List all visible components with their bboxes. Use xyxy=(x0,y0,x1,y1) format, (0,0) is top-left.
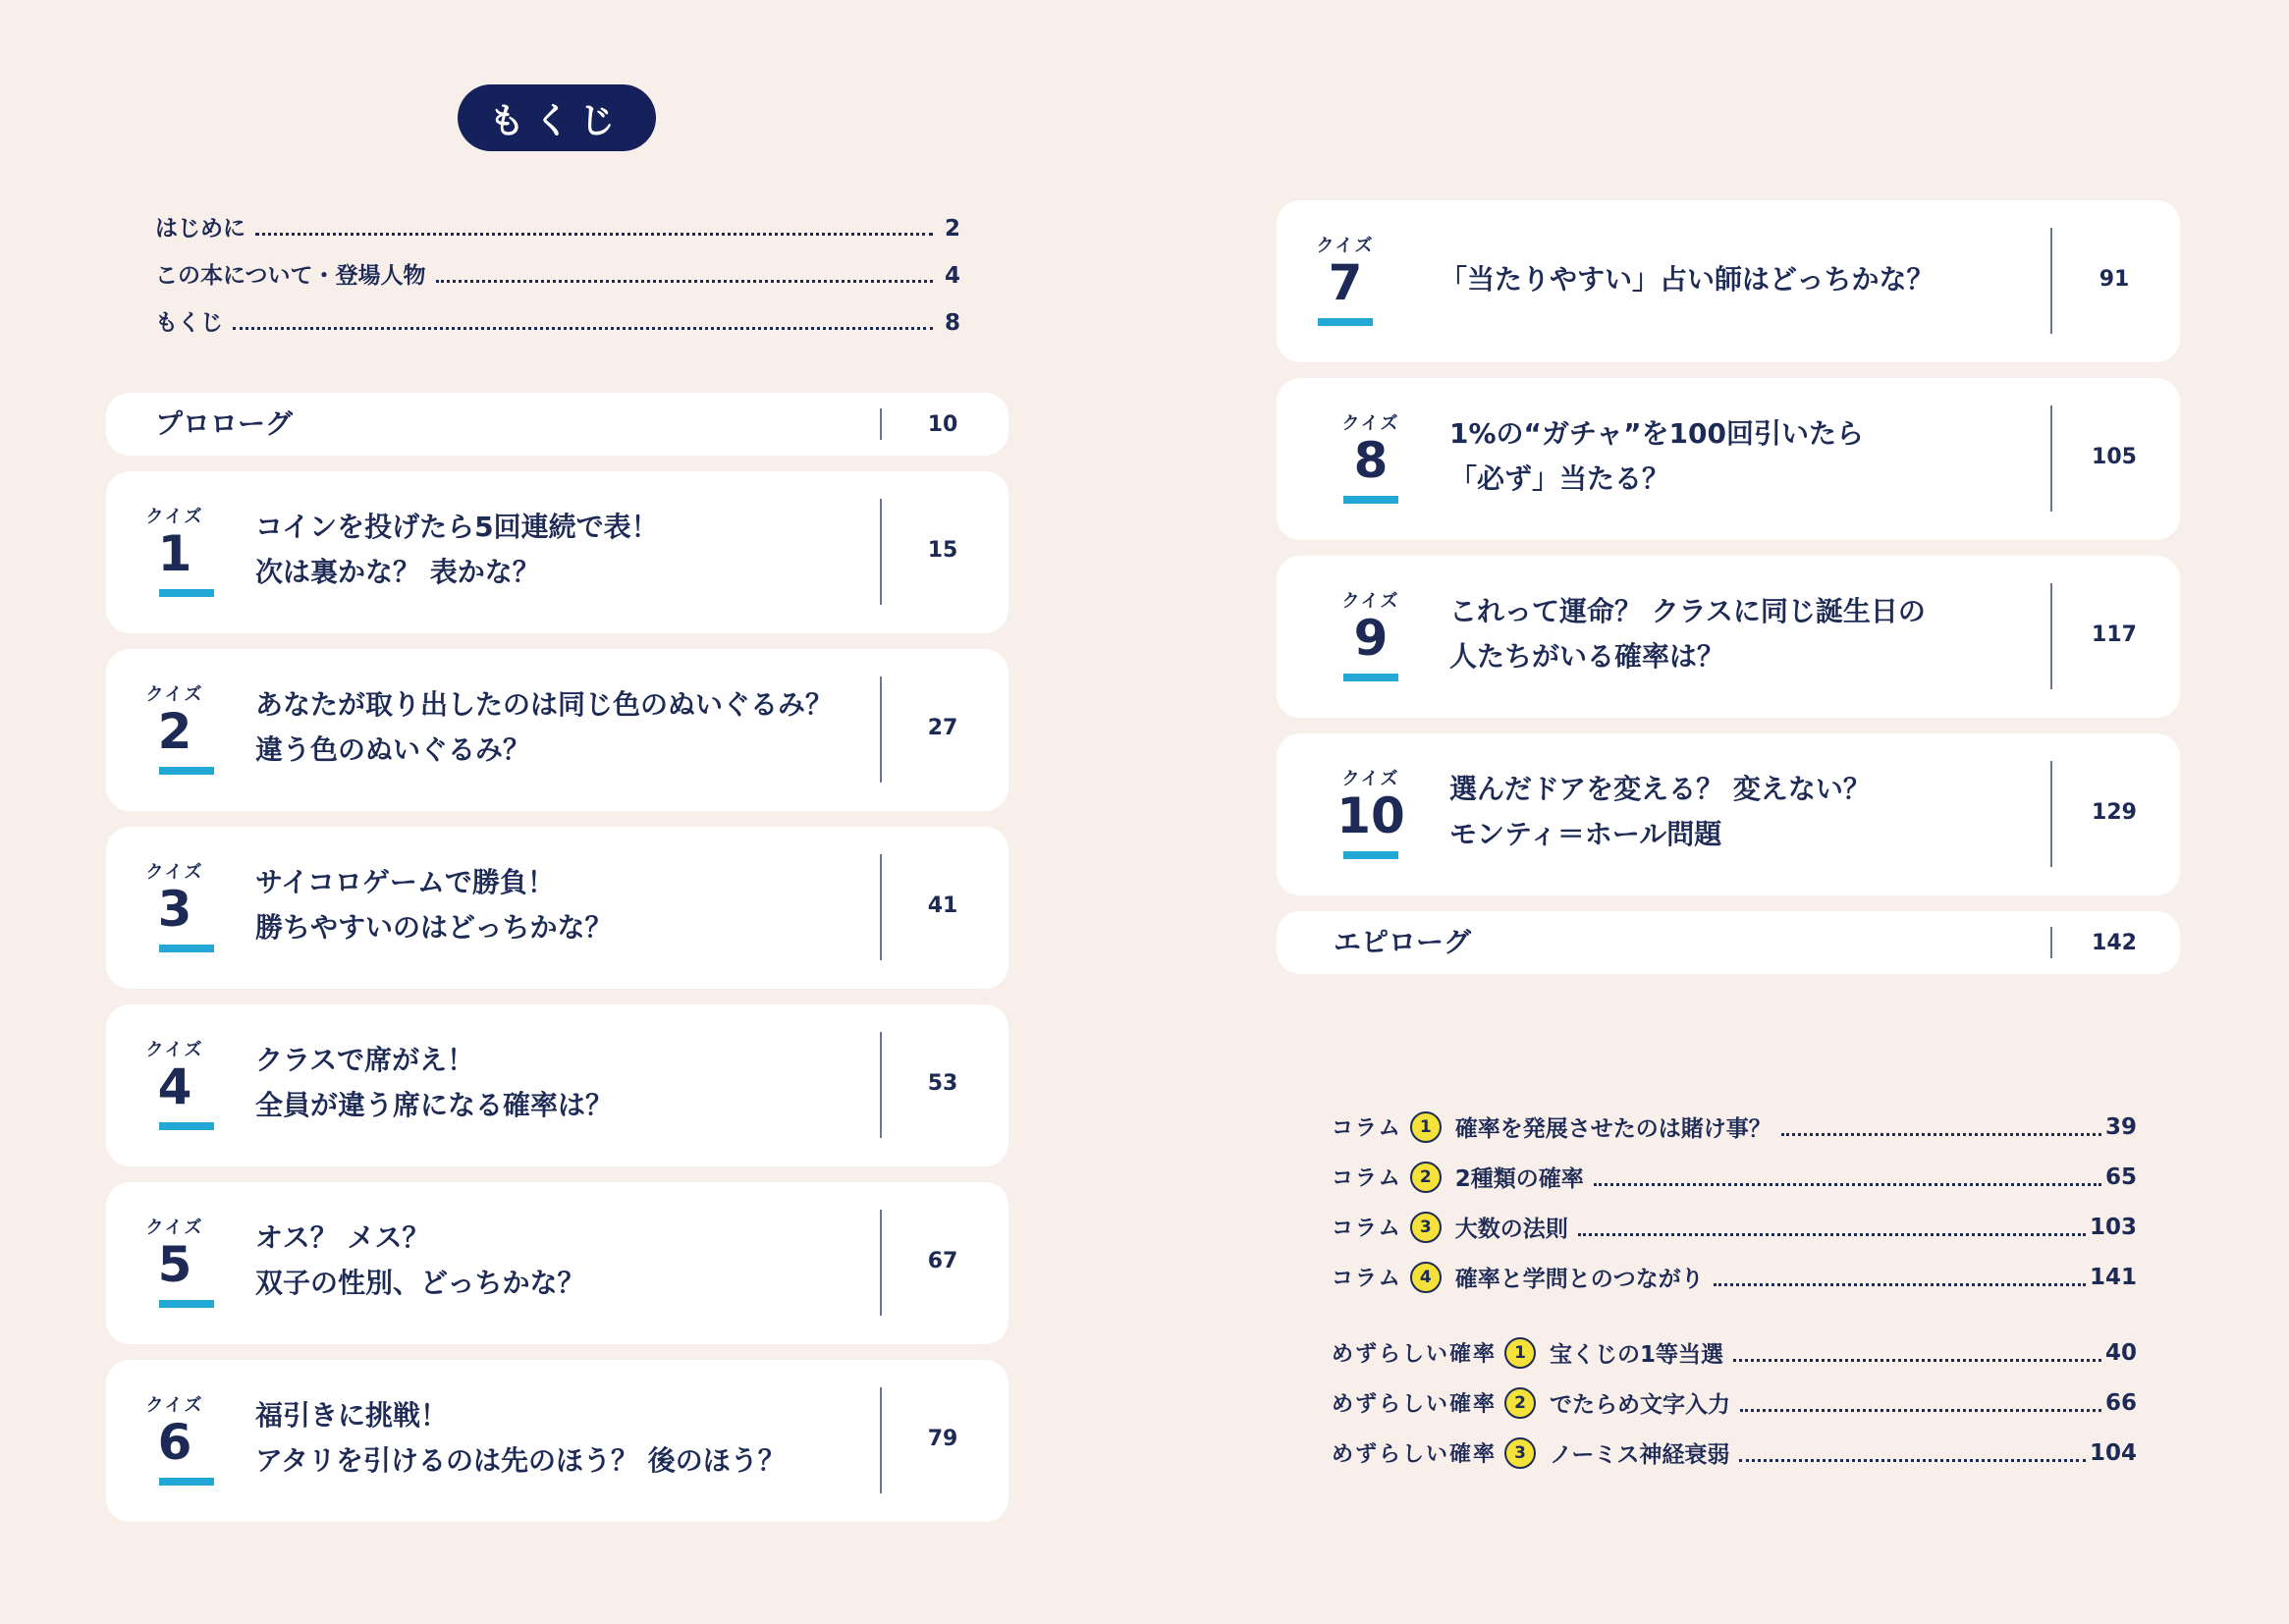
page-title: もくじ xyxy=(458,84,656,151)
quiz-question-line1: あなたが取り出したのは同じ色のぬいぐるみ？ xyxy=(255,688,834,721)
column-kind: コラム xyxy=(1332,1116,1402,1141)
quiz-page: 67 xyxy=(927,1249,958,1273)
column-entry-3[interactable] xyxy=(1332,1202,2137,1252)
quiz-underline xyxy=(1343,496,1398,504)
dot-leader xyxy=(436,280,933,283)
column-title: 確率を発展させたのは賭け事？ xyxy=(1454,1116,1771,1142)
column-title: 大数の法則 xyxy=(1454,1217,1568,1242)
column-page: 65 xyxy=(2104,1164,2137,1190)
rare-page: 66 xyxy=(2104,1389,2137,1416)
quiz-question-line2: 全員が違う席になる確率は？ xyxy=(255,1089,614,1121)
toc-entry-page: 4 xyxy=(944,263,960,289)
epilogue-page: 142 xyxy=(2092,931,2137,955)
quiz-card-10[interactable] xyxy=(1277,733,2180,895)
quiz-question-line1: コインを投げたら5回連続で表！ xyxy=(255,511,659,543)
divider xyxy=(880,1032,882,1138)
quiz-tag: クイズ xyxy=(1341,591,1400,612)
column-page: 39 xyxy=(2104,1113,2137,1140)
quiz-underline xyxy=(159,1122,214,1130)
quiz-tag: クイズ xyxy=(145,507,204,527)
rare-title: ノーミス神経衰弱 xyxy=(1550,1442,1730,1468)
rare-entry-2[interactable] xyxy=(1332,1378,2137,1428)
quiz-number: 1 xyxy=(157,525,192,582)
toc-entry-about[interactable] xyxy=(155,242,960,289)
quiz-question-line1: クラスで席がえ！ xyxy=(255,1044,475,1076)
quiz-page: 105 xyxy=(2092,445,2137,469)
quiz-question-line2: 違う色のぬいぐるみ？ xyxy=(255,733,531,766)
toc-entry-label: もくじ xyxy=(155,310,223,336)
quiz-card-6[interactable] xyxy=(106,1360,1008,1522)
toc-entry-page: 2 xyxy=(944,216,960,242)
quiz-question-line1: オス？ メス？ xyxy=(255,1221,430,1254)
divider xyxy=(2050,761,2052,867)
quiz-card-2[interactable] xyxy=(106,649,1008,811)
dot-leader xyxy=(255,233,933,236)
quiz-card-1[interactable] xyxy=(106,471,1008,633)
quiz-tag: クイズ xyxy=(145,1395,204,1416)
quiz-question-line1: サイコロゲームで勝負！ xyxy=(255,866,555,898)
divider xyxy=(880,677,882,783)
prologue-label: プロローグ xyxy=(155,407,294,440)
column-kind: コラム xyxy=(1332,1166,1402,1191)
rare-page: 40 xyxy=(2104,1339,2137,1366)
quiz-tag: クイズ xyxy=(1341,413,1400,434)
quiz-number: 7 xyxy=(1328,254,1363,311)
toc-entry-intro[interactable] xyxy=(155,194,960,242)
divider xyxy=(880,499,882,605)
toc-entry-page: 8 xyxy=(944,310,960,336)
quiz-question-line1: 福引きに挑戦！ xyxy=(255,1399,449,1432)
number-badge: 1 xyxy=(1504,1337,1536,1369)
quiz-underline xyxy=(159,1300,214,1308)
rare-kind: めずらしい確率 xyxy=(1332,1392,1498,1417)
quiz-underline xyxy=(159,1478,214,1486)
quiz-underline xyxy=(1343,674,1398,681)
quiz-underline xyxy=(159,589,214,597)
column-page: 103 xyxy=(2089,1214,2137,1240)
quiz-number: 4 xyxy=(157,1058,192,1115)
quiz-page: 53 xyxy=(927,1071,958,1096)
front-matter-list xyxy=(155,194,960,336)
quiz-page: 79 xyxy=(927,1427,958,1451)
quiz-tag: クイズ xyxy=(145,862,204,883)
column-kind: コラム xyxy=(1332,1267,1402,1291)
quiz-question-line2: モンティ＝ホール問題 xyxy=(1449,818,1722,850)
quiz-question-line2: 人たちがいる確率は？ xyxy=(1449,640,1725,673)
dot-leader xyxy=(233,327,933,330)
quiz-question-line1: 選んだドアを変える？ 変えない？ xyxy=(1449,773,1871,805)
rare-title: でたらめ文字入力 xyxy=(1550,1392,1731,1418)
quiz-underline xyxy=(1318,318,1373,326)
quiz-page: 15 xyxy=(927,538,958,563)
rare-entry-3[interactable] xyxy=(1332,1428,2137,1478)
divider xyxy=(880,1387,882,1493)
divider xyxy=(880,854,882,960)
dot-leader xyxy=(1740,1409,2101,1412)
quiz-question-line2: アタリを引けるのは先のほう？ 後のほう？ xyxy=(255,1444,786,1477)
quiz-underline xyxy=(159,945,214,952)
rare-title: 宝くじの1等当選 xyxy=(1550,1342,1724,1368)
column-list xyxy=(1332,1102,2137,1302)
dot-leader xyxy=(1739,1459,2086,1462)
quiz-card-9[interactable] xyxy=(1277,556,2180,718)
dot-leader xyxy=(1594,1183,2101,1186)
quiz-card-5[interactable] xyxy=(106,1182,1008,1344)
column-kind: コラム xyxy=(1332,1217,1402,1241)
column-entry-1[interactable] xyxy=(1332,1102,2137,1152)
rare-page: 104 xyxy=(2089,1439,2137,1466)
quiz-underline xyxy=(159,767,214,775)
quiz-number: 6 xyxy=(157,1414,192,1471)
divider xyxy=(2050,927,2052,958)
quiz-page: 91 xyxy=(2098,267,2130,292)
quiz-tag: クイズ xyxy=(1341,769,1400,789)
quiz-tag: クイズ xyxy=(145,1218,204,1238)
divider xyxy=(880,1210,882,1316)
quiz-underline xyxy=(1343,851,1398,859)
epilogue-entry[interactable] xyxy=(1277,911,2180,974)
quiz-card-7[interactable] xyxy=(1277,200,2180,362)
quiz-number: 2 xyxy=(157,703,192,760)
toc-entry-contents[interactable] xyxy=(155,289,960,336)
divider xyxy=(2050,228,2052,334)
column-title: 2種類の確率 xyxy=(1454,1166,1584,1192)
quiz-number: 5 xyxy=(157,1236,192,1293)
quiz-question-line1: 「当たりやすい」占い師はどっちかな？ xyxy=(1440,263,1935,296)
number-badge: 1 xyxy=(1410,1111,1442,1143)
quiz-question-line2: 双子の性別、どっちかな？ xyxy=(255,1267,585,1299)
quiz-tag: クイズ xyxy=(1316,236,1375,256)
number-badge: 3 xyxy=(1504,1437,1536,1469)
quiz-question-line2: 勝ちやすいのはどっちかな？ xyxy=(255,911,613,944)
quiz-question-line1: 1%の“ガチャ”を100回引いたら xyxy=(1449,417,1864,450)
quiz-tag: クイズ xyxy=(145,1040,204,1060)
rare-probability-list xyxy=(1332,1327,2137,1478)
prologue-entry[interactable] xyxy=(106,393,1008,456)
quiz-page: 27 xyxy=(927,716,958,740)
quiz-card-4[interactable] xyxy=(106,1004,1008,1166)
column-entry-4[interactable] xyxy=(1332,1252,2137,1302)
column-page: 141 xyxy=(2089,1264,2137,1290)
number-badge: 2 xyxy=(1504,1387,1536,1419)
quiz-number: 8 xyxy=(1353,432,1389,489)
toc-entry-label: はじめに xyxy=(155,216,245,242)
prologue-page: 10 xyxy=(927,412,958,437)
number-badge: 3 xyxy=(1410,1212,1442,1243)
quiz-card-8[interactable] xyxy=(1277,378,2180,540)
rare-entry-1[interactable] xyxy=(1332,1327,2137,1378)
dot-leader xyxy=(1733,1359,2101,1362)
rare-kind: めずらしい確率 xyxy=(1332,1342,1498,1367)
quiz-page: 129 xyxy=(2092,800,2137,825)
quiz-number: 3 xyxy=(157,881,192,938)
divider xyxy=(2050,406,2052,512)
quiz-page: 117 xyxy=(2092,623,2137,647)
divider xyxy=(880,408,882,440)
quiz-question-line1: これって運命？ クラスに同じ誕生日の xyxy=(1449,595,1926,627)
column-title: 確率と学問とのつながり xyxy=(1454,1267,1704,1292)
quiz-card-3[interactable] xyxy=(106,827,1008,989)
rare-kind: めずらしい確率 xyxy=(1332,1442,1498,1467)
dot-leader xyxy=(1714,1283,2086,1286)
quiz-number: 9 xyxy=(1353,610,1389,667)
quiz-page: 41 xyxy=(927,893,958,918)
dot-leader xyxy=(1781,1133,2101,1136)
dot-leader xyxy=(1578,1233,2086,1236)
number-badge: 4 xyxy=(1410,1262,1442,1293)
number-badge: 2 xyxy=(1410,1162,1442,1193)
quiz-question-line2: 「必ず」当たる？ xyxy=(1449,462,1670,495)
epilogue-label: エピローグ xyxy=(1334,926,1472,958)
toc-entry-label: この本について・登場人物 xyxy=(155,263,426,289)
divider xyxy=(2050,583,2052,689)
quiz-number: 10 xyxy=(1336,787,1405,844)
column-entry-2[interactable] xyxy=(1332,1152,2137,1202)
quiz-tag: クイズ xyxy=(145,684,204,705)
quiz-question-line2: 次は裏かな？ 表かな？ xyxy=(255,556,540,588)
